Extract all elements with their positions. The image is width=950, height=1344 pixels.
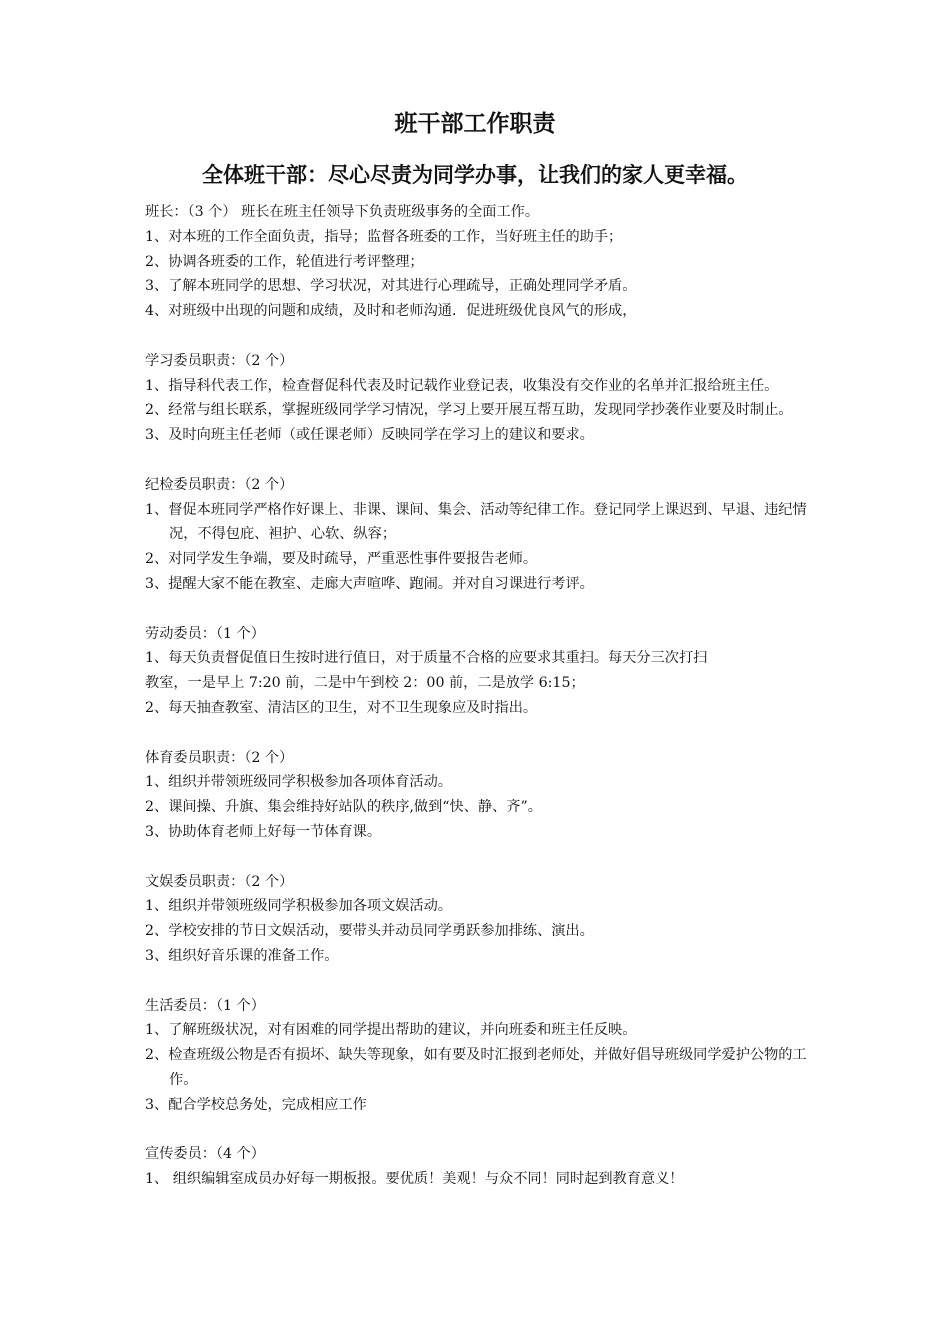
section-heading: 劳动委员：（1 个） [145,625,265,642]
list-item: 2、学校安排的节日文娱活动，要带头并动员同学勇跃参加排练、演出。 [145,923,594,940]
section-heading: 体育委员职责：（2 个） [145,749,294,766]
section-spacer [145,448,825,473]
section-heading: 文娱委员职责：（2 个） [145,873,294,890]
list-item: 1、督促本班同学严格作好课上、非课、课间、集会、活动等纪律工作。登记同学上课迟到、早退、违纪情况，不得包庇、袒护、心软、纵容； [145,501,807,543]
list-item: 1、对本班的工作全面负责，指导；监督各班委的工作，当好班主任的助手； [145,228,623,245]
section-heading: 纪检委员职责：（2 个） [145,476,294,493]
list-item: 2、检查班级公物是否有损坏、缺失等现象，如有要及时汇报到老师处，并做好倡导班级同学爱护公物的工作。 [145,1047,807,1088]
section-spacer [145,845,825,870]
list-item: 1、组织并带领班级同学积极参加各项体育活动。 [145,774,452,791]
list-item: 2、经常与组长联系，掌握班级同学学习情况，学习上要开展互帮互助，发现同学抄袭作业要及时制止。 [145,402,793,419]
section-discipline-committee [145,473,825,597]
document-title: 班干部工作职责 [394,111,556,137]
list-item: 教室，一是早上 7:20 前，二是中午到校 2：00 前，二是放学 6:15； [145,675,585,692]
list-item: 4、对班级中出现的问题和成绩，及时和老师沟通．促进班级优良风气的形成， [145,303,637,320]
section-spacer [145,1117,825,1142]
section-heading: 宣传委员：（4 个） [145,1146,265,1163]
list-item: 2、课间操、升旗、集会维持好站队的秩序,做到“快、静、齐”。 [145,799,542,816]
list-item: 3、及时向班主任老师（或任课老师）反映同学在学习上的建议和要求。 [145,427,594,444]
list-item: 3、组织好音乐课的准备工作。 [145,947,339,964]
section-spacer [145,969,825,994]
list-item: 1、了解班级状况，对有困难的同学提出帮助的建议，并向班委和班主任反映。 [145,1022,637,1039]
list-item: 3、了解本班同学的思想、学习状况，对其进行心理疏导，正确处理同学矛盾。 [145,278,637,295]
document-subtitle: 全体班干部：尽心尽责为同学办事，让我们的家人更幸福。 [202,163,748,187]
list-item: 3、协助体育老师上好每一节体育课。 [145,823,382,840]
list-item: 3、提醒大家不能在教室、走廊大声喧哗、跑闹。并对自习课进行考评。 [145,575,594,592]
list-item: 1、组织并带领班级同学积极参加各项文娱活动。 [145,898,452,915]
section-life-committee [145,994,825,1118]
list-item: 1、每天负责督促值日生按时进行值日，对于质量不合格的应要求其重扫。每天分三次打扫 [145,650,708,667]
section-spacer [145,324,825,349]
list-item: 2、每天抽查教室、清洁区的卫生，对不卫生现象应及时指出。 [145,699,538,716]
list-item: 2、协调各班委的工作，轮值进行考评整理； [145,253,424,270]
section-study-committee [145,349,825,448]
section-labor-committee [145,622,825,721]
list-item: 3、配合学校总务处，完成相应工作 [145,1096,367,1113]
section-spacer [145,721,825,746]
section-publicity-committee [145,1142,825,1192]
list-item: 2、对同学发生争端，要及时疏导，严重恶性事件要报告老师。 [145,551,538,568]
section-heading: 班长：（3 个） 班长在班主任领导下负责班级事务的全面工作。 [145,204,540,220]
section-sports-committee [145,746,825,845]
list-item: 1、 组织编辑室成员办好每一期板报。要优质！美观！与众不同！同时起到教育意义！ [145,1171,684,1188]
section-spacer [145,597,825,622]
section-heading: 学习委员职责：（2 个） [145,352,294,369]
section-class-monitor [145,200,825,324]
list-item: 1、指导科代表工作，检查督促科代表及时记载作业登记表，收集没有交作业的名单并汇报给班主任。 [145,377,779,394]
section-heading: 生活委员：（1 个） [145,997,265,1014]
section-entertainment-committee [145,870,825,969]
document-body [145,200,825,1192]
